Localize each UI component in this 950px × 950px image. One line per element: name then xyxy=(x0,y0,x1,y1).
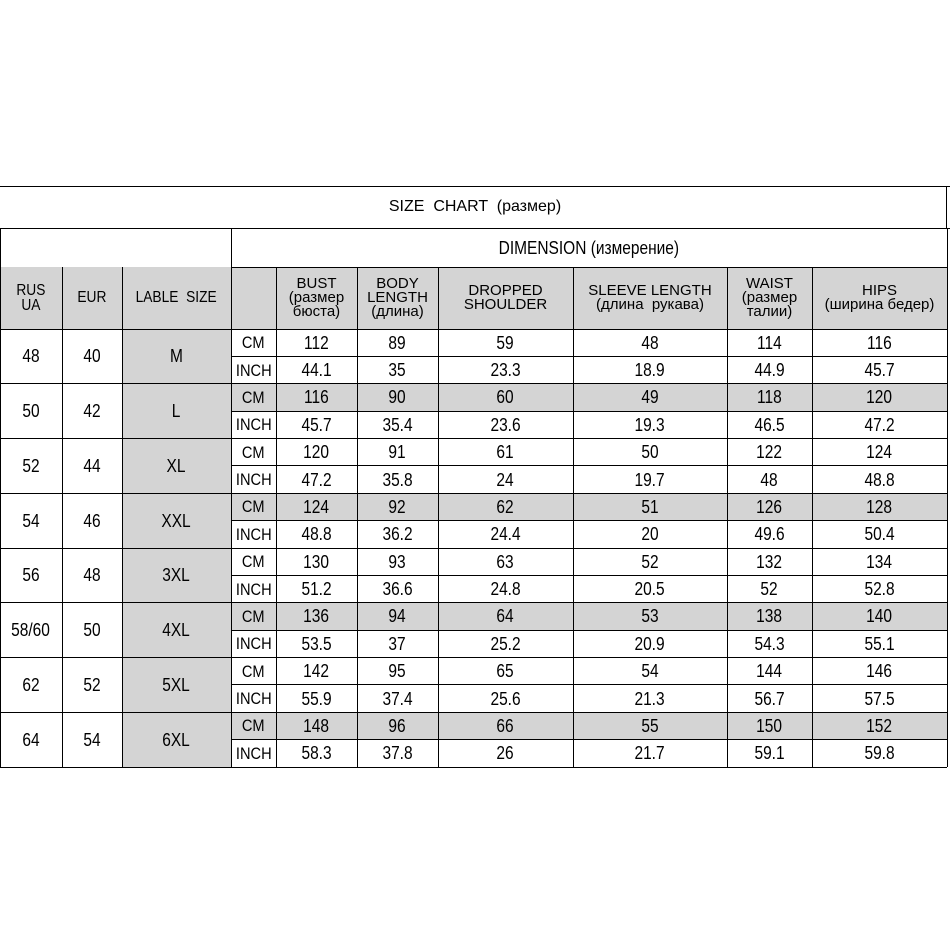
sleeve-length-cm-cell xyxy=(573,493,727,520)
body-length-cm-cell-text: 96 xyxy=(388,715,407,736)
waist-inch-cell xyxy=(727,356,812,383)
eur-cell-text: 42 xyxy=(83,401,101,422)
rus-ua-cell xyxy=(0,329,62,384)
waist-inch-cell-text: 46.5 xyxy=(754,414,785,435)
dropped-shoulder-cm-cell-text: 61 xyxy=(496,442,515,463)
header-eur xyxy=(62,267,122,329)
waist-cm-cell xyxy=(727,384,812,411)
dropped-shoulder-inch-cell-text: 24.8 xyxy=(490,579,521,600)
body-length-cm-cell xyxy=(357,439,438,466)
header-rus-ua xyxy=(0,267,62,329)
unit-cm-cell xyxy=(231,384,276,411)
body-length-cm-cell xyxy=(357,658,438,685)
header-waist-text: WAIST (размер талии) xyxy=(741,274,798,321)
rus-ua-cell-text: 48 xyxy=(22,346,40,367)
bust-inch-cell xyxy=(276,685,357,712)
lable-size-cell-text: XXL xyxy=(161,510,192,531)
hips-inch-cell xyxy=(812,740,947,767)
bust-inch-cell-text: 51.2 xyxy=(301,579,332,600)
eur-cell xyxy=(62,712,122,767)
dropped-shoulder-inch-cell-text: 25.2 xyxy=(490,633,521,654)
body-length-inch-cell-text: 37.8 xyxy=(382,743,413,764)
dropped-shoulder-inch-cell-text: 24.4 xyxy=(490,524,521,545)
hips-inch-cell xyxy=(812,356,947,383)
eur-cell xyxy=(62,384,122,439)
dropped-shoulder-cm-cell xyxy=(438,439,573,466)
sleeve-length-inch-cell xyxy=(573,575,727,602)
lable-size-cell xyxy=(122,493,231,548)
unit-inch-cell-text: INCH xyxy=(235,634,272,654)
bust-inch-cell xyxy=(276,575,357,602)
hips-cm-cell xyxy=(812,384,947,411)
waist-inch-cell xyxy=(727,575,812,602)
sleeve-length-cm-cell-text: 55 xyxy=(641,715,659,736)
unit-inch-cell xyxy=(231,685,276,712)
rus-ua-cell xyxy=(0,658,62,713)
unit-inch-cell xyxy=(231,411,276,438)
sleeve-length-cm-cell-text: 53 xyxy=(641,606,659,627)
waist-cm-cell-text: 114 xyxy=(757,332,782,353)
body-length-cm-cell xyxy=(357,712,438,739)
dropped-shoulder-inch-cell-text: 23.6 xyxy=(490,414,521,435)
waist-cm-cell xyxy=(727,603,812,630)
body-length-inch-cell-text: 37 xyxy=(388,633,407,654)
unit-inch-cell xyxy=(231,740,276,767)
bust-cm-cell xyxy=(276,493,357,520)
bust-cm-cell xyxy=(276,439,357,466)
body-length-cm-cell-text: 89 xyxy=(388,332,407,353)
waist-inch-cell xyxy=(727,466,812,493)
hips-cm-cell-text: 128 xyxy=(866,496,893,517)
rus-ua-cell xyxy=(0,712,62,767)
eur-cell-text: 40 xyxy=(83,346,101,367)
bust-cm-cell-text: 124 xyxy=(303,496,330,517)
bust-inch-cell-text: 45.7 xyxy=(301,414,332,435)
hips-inch-cell xyxy=(812,411,947,438)
bust-cm-cell-text: 120 xyxy=(303,442,330,463)
body-length-cm-cell xyxy=(357,384,438,411)
hips-inch-cell-text: 59.8 xyxy=(864,743,895,764)
eur-cell xyxy=(62,658,122,713)
sleeve-length-inch-cell xyxy=(573,685,727,712)
unit-inch-cell xyxy=(231,466,276,493)
unit-cm-cell-text: CM xyxy=(242,333,265,353)
header-body-length xyxy=(357,267,438,329)
hips-inch-cell-text: 48.8 xyxy=(864,469,895,490)
dropped-shoulder-inch-cell xyxy=(438,740,573,767)
unit-cm-cell-text: CM xyxy=(242,661,265,681)
body-length-cm-cell xyxy=(357,329,438,356)
bust-inch-cell xyxy=(276,630,357,657)
unit-cm-cell-text: CM xyxy=(242,716,265,736)
body-length-inch-cell xyxy=(357,466,438,493)
lable-size-cell-text: XL xyxy=(167,455,186,476)
sleeve-length-inch-cell-text: 20.5 xyxy=(634,579,666,600)
eur-cell xyxy=(62,493,122,548)
body-length-cm-cell-text: 90 xyxy=(388,387,407,408)
rus-ua-cell xyxy=(0,548,62,603)
lable-size-cell xyxy=(122,712,231,767)
rus-ua-cell-text: 62 xyxy=(22,674,40,695)
dropped-shoulder-cm-cell xyxy=(438,384,573,411)
bust-inch-cell xyxy=(276,356,357,383)
unit-inch-cell-text: INCH xyxy=(235,415,272,435)
header-bust xyxy=(276,267,357,329)
hips-cm-cell-text: 152 xyxy=(866,715,893,736)
dropped-shoulder-cm-cell xyxy=(438,548,573,575)
header-waist xyxy=(727,267,812,329)
bust-cm-cell xyxy=(276,712,357,739)
dropped-shoulder-cm-cell xyxy=(438,329,573,356)
hips-cm-cell xyxy=(812,548,947,575)
unit-cm-cell-text: CM xyxy=(242,606,265,626)
dropped-shoulder-cm-cell xyxy=(438,658,573,685)
dropped-shoulder-cm-cell xyxy=(438,493,573,520)
sleeve-length-inch-cell-text: 21.7 xyxy=(634,743,666,764)
hips-cm-cell-text: 134 xyxy=(866,551,893,572)
header-eur-text: EUR xyxy=(77,289,107,307)
hips-inch-cell-text: 52.8 xyxy=(864,579,895,600)
sleeve-length-cm-cell-text: 50 xyxy=(641,442,659,463)
lable-size-cell-text: 6XL xyxy=(162,729,191,750)
header-body-length-text: BODY LENGTH (длина) xyxy=(367,274,428,321)
dropped-shoulder-inch-cell xyxy=(438,630,573,657)
unit-inch-cell xyxy=(231,521,276,548)
header-hips-text: HIPS (ширина бедер) xyxy=(824,281,935,313)
dropped-shoulder-inch-cell xyxy=(438,521,573,548)
header-dropped-shoulder-text: DROPPED SHOULDER xyxy=(463,281,548,313)
bust-inch-cell-text: 44.1 xyxy=(301,360,332,381)
body-length-cm-cell-text: 91 xyxy=(388,442,407,463)
bust-cm-cell xyxy=(276,329,357,356)
lable-size-cell xyxy=(122,384,231,439)
bust-inch-cell-text: 48.8 xyxy=(301,524,332,545)
sleeve-length-inch-cell-text: 20.9 xyxy=(634,633,666,654)
chart-title xyxy=(0,186,950,228)
eur-cell-text: 48 xyxy=(83,565,101,586)
bust-inch-cell-text: 47.2 xyxy=(301,469,332,490)
hips-cm-cell-text: 146 xyxy=(866,661,893,682)
rus-ua-cell xyxy=(0,384,62,439)
rus-ua-cell-text: 54 xyxy=(22,510,40,531)
body-length-inch-cell xyxy=(357,411,438,438)
bust-cm-cell xyxy=(276,658,357,685)
lable-size-cell-text: 5XL xyxy=(162,674,191,695)
eur-cell-text: 52 xyxy=(83,674,101,695)
lable-size-cell xyxy=(122,548,231,603)
body-length-cm-cell xyxy=(357,548,438,575)
lable-size-cell-text: 4XL xyxy=(162,620,191,641)
body-length-inch-cell xyxy=(357,740,438,767)
waist-cm-cell xyxy=(727,493,812,520)
waist-inch-cell-text: 49.6 xyxy=(754,524,785,545)
waist-inch-cell-text: 59.1 xyxy=(754,743,785,764)
sleeve-length-inch-cell-text: 18.9 xyxy=(634,360,666,381)
sleeve-length-cm-cell xyxy=(573,658,727,685)
unit-cm-cell xyxy=(231,658,276,685)
unit-cm-cell-text: CM xyxy=(242,442,265,462)
chart-title-text: SIZE CHART (размер) xyxy=(388,198,562,215)
rus-ua-cell-text: 64 xyxy=(22,729,40,750)
waist-inch-cell-text: 56.7 xyxy=(754,688,785,709)
header-lable-size xyxy=(122,267,231,329)
header-dropped-shoulder xyxy=(438,267,573,329)
sleeve-length-cm-cell xyxy=(573,603,727,630)
waist-cm-cell-text: 132 xyxy=(756,551,783,572)
dropped-shoulder-cm-cell-text: 66 xyxy=(496,715,515,736)
hips-inch-cell-text: 50.4 xyxy=(864,524,895,545)
hips-inch-cell-text: 55.1 xyxy=(864,633,895,654)
dropped-shoulder-cm-cell-text: 62 xyxy=(496,496,515,517)
waist-cm-cell xyxy=(727,439,812,466)
unit-cm-cell xyxy=(231,548,276,575)
hips-cm-cell xyxy=(812,329,947,356)
unit-cm-cell-text: CM xyxy=(242,497,265,517)
dropped-shoulder-cm-cell-text: 65 xyxy=(496,661,515,682)
waist-inch-cell-text: 52 xyxy=(760,579,779,600)
dropped-shoulder-inch-cell-text: 25.6 xyxy=(490,688,521,709)
dropped-shoulder-cm-cell-text: 64 xyxy=(496,606,515,627)
hips-cm-cell-text: 120 xyxy=(866,387,893,408)
dropped-shoulder-inch-cell xyxy=(438,466,573,493)
sleeve-length-cm-cell-text: 51 xyxy=(641,496,659,517)
sleeve-length-cm-cell-text: 49 xyxy=(641,387,659,408)
header-bust-text: BUST (размер бюста) xyxy=(288,274,345,321)
eur-cell xyxy=(62,603,122,658)
lable-size-cell xyxy=(122,329,231,384)
lable-size-cell xyxy=(122,658,231,713)
hips-inch-cell xyxy=(812,521,947,548)
dropped-shoulder-inch-cell xyxy=(438,356,573,383)
eur-cell xyxy=(62,548,122,603)
bust-inch-cell-text: 55.9 xyxy=(301,688,332,709)
dropped-shoulder-inch-cell-text: 23.3 xyxy=(490,360,521,381)
dropped-shoulder-inch-cell xyxy=(438,575,573,602)
bust-inch-cell xyxy=(276,411,357,438)
bust-cm-cell-text: 112 xyxy=(304,332,329,353)
size-chart-table xyxy=(0,186,950,768)
sleeve-length-inch-cell xyxy=(573,356,727,383)
waist-inch-cell xyxy=(727,685,812,712)
body-length-inch-cell xyxy=(357,521,438,548)
sleeve-length-cm-cell xyxy=(573,384,727,411)
body-length-inch-cell xyxy=(357,356,438,383)
sleeve-length-cm-cell xyxy=(573,329,727,356)
header-rus-ua-text: RUS UA xyxy=(16,281,46,314)
hips-cm-cell xyxy=(812,603,947,630)
bust-cm-cell-text: 116 xyxy=(304,387,329,408)
unit-cm-cell xyxy=(231,603,276,630)
waist-cm-cell-text: 138 xyxy=(756,606,783,627)
waist-inch-cell xyxy=(727,740,812,767)
dropped-shoulder-cm-cell-text: 60 xyxy=(496,387,515,408)
body-length-inch-cell-text: 36.6 xyxy=(382,579,413,600)
dropped-shoulder-cm-cell xyxy=(438,603,573,630)
eur-cell xyxy=(62,329,122,384)
body-length-inch-cell-text: 36.2 xyxy=(382,524,413,545)
hips-inch-cell xyxy=(812,575,947,602)
hips-inch-cell xyxy=(812,630,947,657)
hips-inch-cell-text: 45.7 xyxy=(864,360,895,381)
waist-cm-cell-text: 150 xyxy=(756,715,783,736)
hips-cm-cell xyxy=(812,712,947,739)
sleeve-length-cm-cell xyxy=(573,712,727,739)
rus-ua-cell-text: 58/60 xyxy=(11,620,51,641)
dropped-shoulder-inch-cell xyxy=(438,411,573,438)
sleeve-length-inch-cell-text: 19.7 xyxy=(634,469,666,490)
body-length-inch-cell xyxy=(357,630,438,657)
header-hips xyxy=(812,267,947,329)
unit-cm-cell xyxy=(231,329,276,356)
sleeve-length-cm-cell-text: 54 xyxy=(641,661,659,682)
body-length-cm-cell-text: 95 xyxy=(388,661,407,682)
bust-cm-cell xyxy=(276,603,357,630)
dropped-shoulder-inch-cell xyxy=(438,685,573,712)
dropped-shoulder-cm-cell xyxy=(438,712,573,739)
body-length-cm-cell-text: 92 xyxy=(388,496,407,517)
sleeve-length-cm-cell xyxy=(573,439,727,466)
bust-inch-cell xyxy=(276,521,357,548)
bust-inch-cell-text: 53.5 xyxy=(301,633,332,654)
waist-cm-cell xyxy=(727,712,812,739)
body-length-cm-cell xyxy=(357,603,438,630)
body-length-cm-cell-text: 93 xyxy=(388,551,407,572)
hips-cm-cell xyxy=(812,658,947,685)
dropped-shoulder-inch-cell-text: 24 xyxy=(496,469,515,490)
header-sleeve-length-text: SLEEVE LENGTH (длина рукава) xyxy=(588,281,712,313)
eur-cell-text: 44 xyxy=(83,455,101,476)
unit-inch-cell-text: INCH xyxy=(235,360,272,380)
sleeve-length-inch-cell xyxy=(573,466,727,493)
unit-cm-cell-text: CM xyxy=(242,552,265,572)
hips-cm-cell-text: 140 xyxy=(866,606,893,627)
sleeve-length-inch-cell xyxy=(573,630,727,657)
hips-cm-cell xyxy=(812,493,947,520)
eur-cell xyxy=(62,439,122,494)
unit-cm-cell xyxy=(231,439,276,466)
body-length-cm-cell xyxy=(357,493,438,520)
body-length-inch-cell-text: 37.4 xyxy=(382,688,413,709)
waist-cm-cell xyxy=(727,658,812,685)
rus-ua-cell xyxy=(0,603,62,658)
unit-cm-cell xyxy=(231,712,276,739)
body-length-inch-cell-text: 35 xyxy=(388,360,407,381)
unit-inch-cell-text: INCH xyxy=(235,524,272,544)
bust-inch-cell xyxy=(276,740,357,767)
sleeve-length-inch-cell xyxy=(573,411,727,438)
rus-ua-cell xyxy=(0,493,62,548)
hips-inch-cell-text: 57.5 xyxy=(864,688,895,709)
sleeve-length-inch-cell-text: 20 xyxy=(641,524,659,545)
waist-cm-cell-text: 122 xyxy=(756,442,783,463)
waist-inch-cell xyxy=(727,521,812,548)
hips-inch-cell xyxy=(812,466,947,493)
sleeve-length-cm-cell-text: 52 xyxy=(641,551,659,572)
bust-cm-cell-text: 136 xyxy=(303,606,330,627)
lable-size-cell-text: M xyxy=(170,346,183,367)
lable-size-cell-text: 3XL xyxy=(162,565,191,586)
unit-inch-cell-text: INCH xyxy=(235,689,272,709)
bust-cm-cell-text: 142 xyxy=(303,661,330,682)
eur-cell-text: 46 xyxy=(83,510,101,531)
unit-cm-cell-text: CM xyxy=(242,387,265,407)
header-sleeve-length xyxy=(573,267,727,329)
dropped-shoulder-cm-cell-text: 59 xyxy=(496,332,515,353)
sleeve-length-inch-cell-text: 21.3 xyxy=(634,688,666,709)
eur-cell-text: 50 xyxy=(83,620,101,641)
eur-cell-text: 54 xyxy=(83,729,101,750)
waist-cm-cell-text: 126 xyxy=(756,496,783,517)
lable-size-cell-text: L xyxy=(172,401,181,422)
rus-ua-cell xyxy=(0,439,62,494)
waist-inch-cell-text: 48 xyxy=(760,469,779,490)
body-length-inch-cell xyxy=(357,685,438,712)
sleeve-length-cm-cell xyxy=(573,548,727,575)
waist-inch-cell xyxy=(727,411,812,438)
waist-inch-cell xyxy=(727,630,812,657)
bust-cm-cell xyxy=(276,548,357,575)
body-length-inch-cell-text: 35.8 xyxy=(382,469,413,490)
rus-ua-cell-text: 52 xyxy=(22,455,40,476)
bust-inch-cell-text: 58.3 xyxy=(301,743,332,764)
waist-cm-cell-text: 118 xyxy=(757,387,782,408)
sleeve-length-inch-cell-text: 19.3 xyxy=(634,414,666,435)
waist-inch-cell-text: 44.9 xyxy=(754,360,785,381)
unit-inch-cell xyxy=(231,356,276,383)
unit-inch-cell xyxy=(231,630,276,657)
dimension-title-text: DIMENSION (измерение) xyxy=(498,237,680,258)
waist-inch-cell-text: 54.3 xyxy=(754,633,785,654)
dimension-title xyxy=(231,228,947,267)
bust-cm-cell xyxy=(276,384,357,411)
dropped-shoulder-cm-cell-text: 63 xyxy=(496,551,515,572)
body-length-inch-cell-text: 35.4 xyxy=(382,414,413,435)
unit-inch-cell-text: INCH xyxy=(235,470,272,490)
bust-cm-cell-text: 130 xyxy=(303,551,330,572)
hips-cm-cell-text: 116 xyxy=(867,332,892,353)
waist-cm-cell xyxy=(727,329,812,356)
unit-inch-cell-text: INCH xyxy=(235,579,272,599)
sleeve-length-inch-cell xyxy=(573,740,727,767)
unit-inch-cell-text: INCH xyxy=(235,743,272,763)
hips-cm-cell-text: 124 xyxy=(866,442,893,463)
hips-inch-cell-text: 47.2 xyxy=(864,414,895,435)
lable-size-cell xyxy=(122,603,231,658)
body-length-inch-cell xyxy=(357,575,438,602)
bust-cm-cell-text: 148 xyxy=(303,715,330,736)
unit-cm-cell xyxy=(231,493,276,520)
hips-cm-cell xyxy=(812,439,947,466)
lable-size-cell xyxy=(122,439,231,494)
sleeve-length-cm-cell-text: 48 xyxy=(641,332,659,353)
hips-inch-cell xyxy=(812,685,947,712)
unit-inch-cell xyxy=(231,575,276,602)
waist-cm-cell-text: 144 xyxy=(756,661,783,682)
bust-inch-cell xyxy=(276,466,357,493)
sleeve-length-inch-cell xyxy=(573,521,727,548)
rus-ua-cell-text: 50 xyxy=(22,401,40,422)
body-length-cm-cell-text: 94 xyxy=(388,606,407,627)
rus-ua-cell-text: 56 xyxy=(22,565,40,586)
waist-cm-cell xyxy=(727,548,812,575)
dropped-shoulder-inch-cell-text: 26 xyxy=(496,743,515,764)
header-lable-size-text: LABLE SIZE xyxy=(135,289,218,307)
